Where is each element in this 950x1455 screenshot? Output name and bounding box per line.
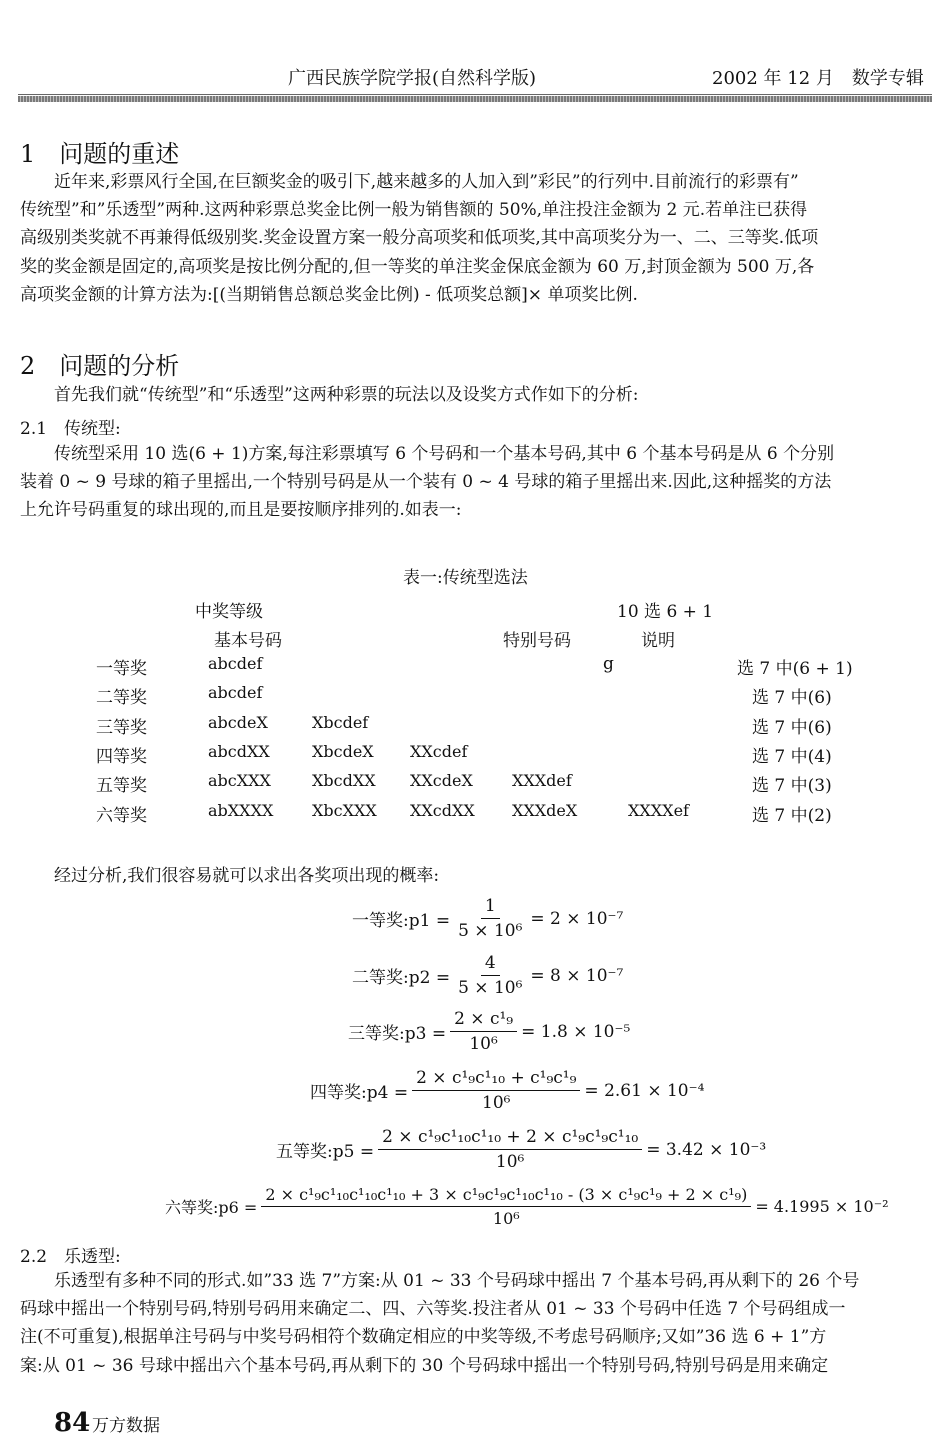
- table-row-level: 三等奖: [96, 718, 147, 738]
- denominator: 5 × 10⁶: [458, 978, 523, 998]
- header-rule: [18, 94, 932, 95]
- page-number: 84: [54, 1408, 91, 1438]
- fraction: [450, 1009, 517, 1054]
- text-line: 码球中摇出一个特别号码,特别号码用来确定二、四、六等奖.投注者从 01 ~ 33 个号码中任选 7 个号码组成一: [20, 1299, 846, 1320]
- table-cell: XbcdXX: [312, 771, 376, 790]
- fraction: [454, 953, 526, 998]
- equation-label: 四等奖:p4 =: [310, 1083, 409, 1103]
- table-cell-note: 选 7 中(6): [752, 718, 832, 738]
- text-line: 奖的奖金额是固定的,高项奖是按比例分配的,但一等奖的单注奖金保底金额为 60 万,封顶金额为 500 万,各: [20, 256, 815, 277]
- subsection-2-1-paragraph: [20, 440, 930, 525]
- analysis-sentence: [20, 862, 930, 890]
- table-row-level: 一等奖: [96, 659, 147, 679]
- text-line: 装着 0 ~ 9 号球的箱子里摇出,一个特别号码是从一个装有 0 ~ 4 号球的箱子里摇出来.因此,这种摇奖的方法: [20, 472, 832, 493]
- table-cell-special: g: [603, 654, 614, 674]
- text-line: 案:从 01 ~ 36 号球中摇出六个基本号码,再从剩下的 30 个号码球中摇出一个特别号码,特别号码是用来确定: [20, 1355, 829, 1376]
- table-cell: XbcXXX: [312, 801, 377, 820]
- table-cell-note: 选 7 中(3): [752, 776, 832, 796]
- table-cell: XXcdeX: [410, 771, 473, 790]
- table-cell: XXXXef: [628, 801, 689, 820]
- journal-title: 广西民族学院学报(自然科学版): [288, 68, 537, 89]
- table-cell-note: 选 7 中(6): [752, 688, 832, 708]
- equation-p6: [165, 1185, 889, 1228]
- denominator: 10⁶: [482, 1093, 511, 1113]
- equation-result: = 3.42 × 10⁻³: [646, 1139, 767, 1160]
- equation-p5: [276, 1127, 766, 1172]
- table-header-scheme: 10 选 6 + 1: [617, 602, 714, 622]
- text-line: 近年来,彩票风行全国,在巨额奖金的吸引下,越来越多的人加入到”彩民”的行列中.目前流行的彩票有”: [20, 172, 799, 192]
- numerator: 2 × c¹₉: [450, 1009, 517, 1032]
- denominator: 5 × 10⁶: [458, 921, 523, 941]
- table-cell: abcdef: [208, 683, 263, 702]
- table-row-level: 四等奖: [96, 747, 147, 767]
- text-line: 经过分析,我们很容易就可以求出各奖项出现的概率:: [20, 866, 440, 886]
- fraction: [412, 1068, 580, 1113]
- equation-label: 三等奖:p3 =: [348, 1024, 447, 1044]
- table-row-level: 五等奖: [96, 776, 147, 796]
- numerator: 2 × c¹₉c¹₁₀c¹₁₀c¹₁₀ + 3 × c¹₉c¹₉c¹₁₀c¹₁₀ - (3 × c¹₉c¹₉ + 2 × c¹₉): [261, 1185, 751, 1207]
- equation-label: 五等奖:p5 =: [276, 1142, 375, 1162]
- section1-paragraph: [20, 168, 930, 309]
- equation-result: = 8 × 10⁻⁷: [530, 965, 624, 986]
- table-header-note: 说明: [641, 631, 675, 651]
- table-cell: abcdeX: [208, 713, 268, 732]
- table-row-level: 六等奖: [96, 806, 147, 826]
- table-cell-note: 选 7 中(4): [752, 747, 832, 767]
- table-cell: XbcdeX: [312, 742, 374, 761]
- denominator: 10⁶: [495, 1152, 525, 1172]
- equation-label: 一等奖:p1 =: [352, 911, 451, 931]
- text-line: 乐透型有多种不同的形式.如”33 选 7”方案:从 01 ~ 33 个号码球中摇出 7 个基本号码,再从剩下的 26 个号: [20, 1271, 860, 1291]
- equation-result: = 1.8 × 10⁻⁵: [521, 1021, 631, 1042]
- issue-info: 2002 年 12 月 数学专辑: [712, 68, 924, 89]
- table-caption: 表一:传统型选法: [403, 568, 528, 588]
- equation-result: = 4.1995 × 10⁻²: [755, 1197, 889, 1216]
- table-cell-note: 选 7 中(2): [752, 806, 832, 826]
- table-cell: XXXdef: [512, 771, 572, 790]
- subsection-2-2-paragraph: [20, 1267, 930, 1380]
- text-line: 传统型采用 10 选(6 + 1)方案,每注彩票填写 6 个号码和一个基本号码,其中 6 个基本号码是从 6 个分别: [20, 444, 835, 464]
- text-line: 高级别类奖就不再兼得低级别奖.奖金设置方案一般分高项奖和低项奖,其中高项奖分为一、二、三等奖.低项: [20, 228, 819, 249]
- fraction: [261, 1185, 751, 1228]
- equation-label: 二等奖:p2 =: [352, 968, 451, 988]
- text-line: 注(不可重复),根据单注号码与中奖号码相符个数确定相应的中奖等级,不考虑号码顺序;又如”36 选 6 + 1”方: [20, 1327, 827, 1348]
- source-watermark: 万方数据: [92, 1416, 160, 1436]
- table-header-basic: 基本号码: [214, 631, 282, 651]
- table-cell: abXXXX: [208, 801, 274, 820]
- text-line: 上允许号码重复的球出现的,而且是要按顺序排列的.如表一:: [20, 500, 462, 521]
- section2-heading: 2 问题的分析: [20, 352, 180, 380]
- denominator: 10⁶: [469, 1034, 498, 1054]
- section2-intro: [20, 381, 930, 409]
- equation-label: 六等奖:p6 =: [165, 1198, 258, 1217]
- numerator: 2 × c¹₉c¹₁₀ + c¹₉c¹₉: [412, 1068, 580, 1091]
- equation-p3: [348, 1009, 630, 1054]
- text-line: 首先我们就“传统型”和“乐透型”这两种彩票的玩法以及设奖方式作如下的分析:: [20, 385, 639, 405]
- table-cell: abcdXX: [208, 742, 270, 761]
- numerator: 4: [481, 953, 500, 976]
- section1-heading: 1 问题的重述: [20, 140, 180, 168]
- numerator: 2 × c¹₉c¹₁₀c¹₁₀ + 2 × c¹₉c¹₉c¹₁₀: [378, 1127, 642, 1150]
- table-row-level: 二等奖: [96, 688, 147, 708]
- table-cell: abcXXX: [208, 771, 271, 790]
- text-line: 高项奖金额的计算方法为:[(当期销售总额总奖金比例) - 低项奖总额]× 单项奖比例.: [20, 284, 638, 305]
- table-cell-note: 选 7 中(6 + 1): [737, 659, 853, 679]
- subsection-2-2-heading: 2.2 乐透型:: [20, 1247, 121, 1267]
- table-cell: abcdef: [208, 654, 263, 673]
- fraction: [378, 1127, 642, 1172]
- table-cell: XXcdXX: [410, 801, 475, 820]
- subsection-2-1-heading: 2.1 传统型:: [20, 419, 121, 439]
- equation-p4: [310, 1068, 704, 1113]
- equation-result: = 2.61 × 10⁻⁴: [584, 1080, 705, 1101]
- equation-p2: [352, 953, 623, 998]
- table-cell: XXcdef: [410, 742, 468, 761]
- text-line: 传统型”和”乐透型”两种.这两种彩票总奖金比例一般为销售额的 50%,单注投注金额为 2 元.若单注已获得: [20, 200, 808, 221]
- header-rule-pattern: [18, 96, 932, 102]
- denominator: 10⁶: [492, 1209, 520, 1228]
- table-header-level: 中奖等级: [195, 602, 263, 622]
- table-header-special: 特别号码: [503, 631, 571, 651]
- table-cell: XXXdeX: [512, 801, 578, 820]
- table-cell: Xbcdef: [312, 713, 369, 732]
- numerator: 1: [481, 896, 500, 919]
- equation-result: = 2 × 10⁻⁷: [530, 908, 624, 929]
- equation-p1: [352, 896, 623, 941]
- fraction: [454, 896, 526, 941]
